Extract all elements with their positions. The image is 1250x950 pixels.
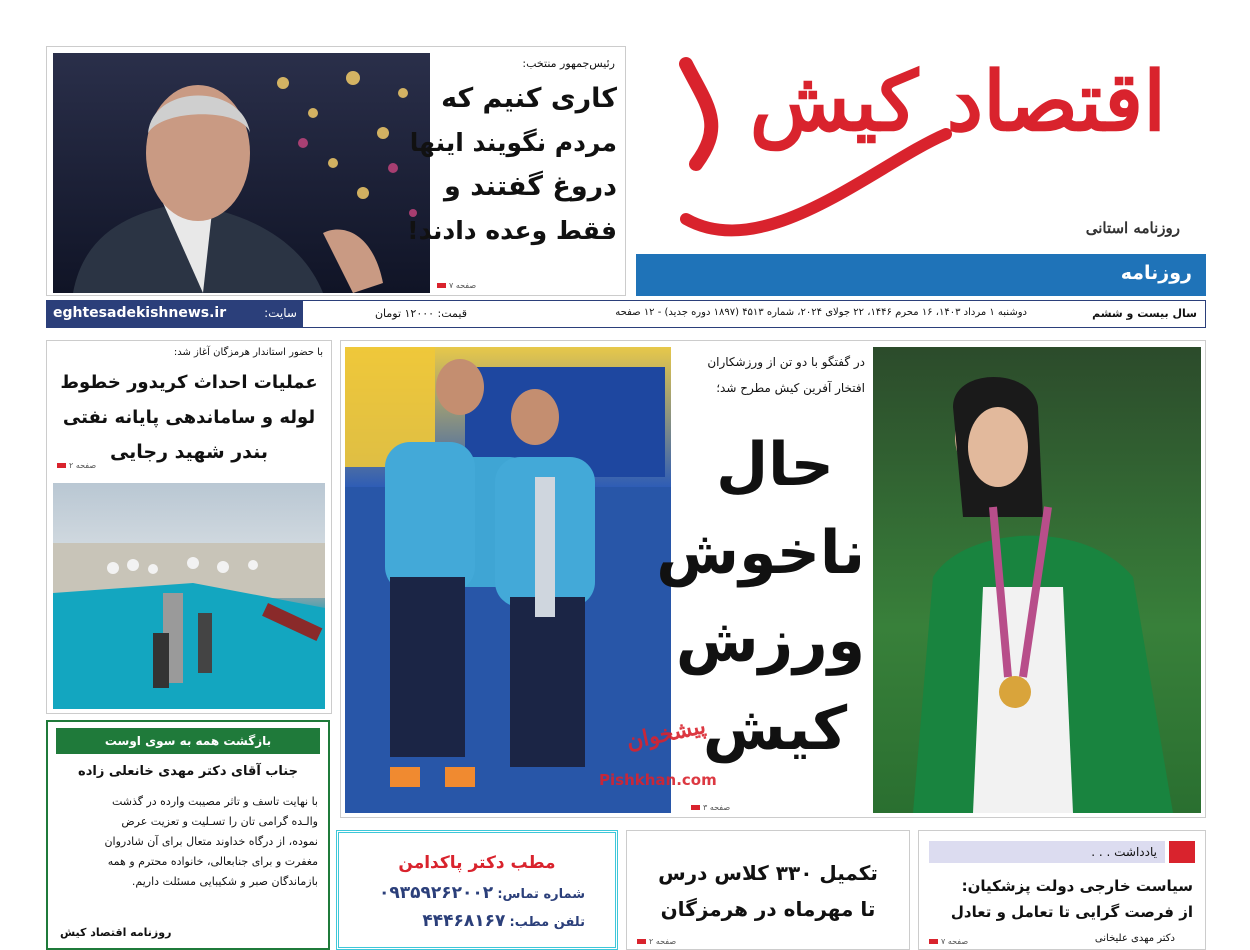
sports-kicker-1: در گفتگو با دو تن از ورزشکاران [707, 355, 865, 369]
info-bar [46, 300, 1206, 328]
clinic-title: مطب دکتر پاکدامن [398, 853, 556, 873]
sports-headline-line: ناخوش [656, 518, 865, 588]
clinic-phone-value[interactable]: ۴۴۴۶۸۱۶۷ [422, 911, 506, 931]
top-story-box [46, 46, 626, 296]
condolence-signature: روزنامه اقتصاد کیش [60, 926, 172, 939]
note-author: دکتر مهدی علیخانی [1094, 933, 1175, 944]
masthead-band-label: روزنامه [1120, 262, 1192, 284]
note-label: یادداشت . . . [1091, 845, 1157, 859]
left-story-page-ref: صفحه ۲ [57, 461, 96, 470]
top-story-page-ref: صفحه ۷ [437, 281, 476, 290]
president-photo-graphic [53, 53, 430, 293]
top-story-headline-line: مردم نگویند اینها [409, 128, 617, 157]
date-line: دوشنبه ۱ مرداد ۱۴۰۳، ۱۶ محرم ۱۴۴۶، ۲۲ جولای ۲۰۲۴، شماره ۴۵۱۳ (۱۸۹۷ دوره جدید) - ۱۲ صفحه [615, 307, 1027, 318]
condolence-body [58, 792, 318, 892]
info-bar-site [47, 301, 303, 327]
year-line: سال بیست و ششم [1092, 307, 1197, 320]
watermark-url: Pishkhan.com [599, 771, 717, 789]
sports-kicker-2: افتخار آفرین کیش مطرح شد؛ [716, 381, 865, 395]
sports-story-box [340, 340, 1206, 818]
note-headline-line: سیاست خارجی دولت پزشکیان: [961, 877, 1193, 895]
clinic-contact-label: شماره تماس: [497, 887, 585, 902]
note-page-ref: صفحه ۷ [929, 937, 968, 946]
condolence-line: بازماندگان صبر و شکیبایی مسئلت داریم. [131, 875, 318, 888]
sports-page-ref: صفحه ۳ [691, 803, 730, 812]
sports-headline-line: حال [716, 430, 834, 500]
sports-headline-line: ورزش [675, 606, 865, 676]
masthead-logo [646, 44, 1166, 244]
condolence-line: مغفرت و برای جنابعالی، خانواده محترم و همه [107, 855, 318, 868]
left-story-headline-line: لوله و ساماندهی پایانه نفتی [62, 407, 316, 428]
condolence-line: با نهایت تاسف و تاثر مصیبت وارده در گذشت [111, 795, 318, 808]
top-story-kicker: رئیس‌جمهور منتخب: [522, 57, 615, 70]
note-red-icon [1169, 841, 1195, 863]
athletes-photo-graphic [345, 347, 671, 813]
athletes-photo [345, 347, 671, 813]
condolence-box [46, 720, 330, 950]
condolence-line: والـده گرامی تان را تسـلیت و تعزیت عرض [121, 815, 318, 828]
bottom-story-headline [633, 855, 903, 927]
bottom-story-headline-line: تکمیل ۳۳۰ کلاس درس [658, 861, 878, 885]
clinic-phone-label: تلفن مطب: [509, 915, 585, 930]
condolence-title: جناب آقای دکتر مهدی خانعلی زاده [78, 764, 298, 779]
bottom-story-page-ref: صفحه ۲ [637, 937, 676, 946]
left-story-kicker: با حضور استاندار هرمزگان آغاز شد: [173, 347, 323, 358]
top-story-headline-line: فقط وعده دادند! [407, 216, 617, 245]
top-story-headline-line: کاری کنیم که [441, 83, 617, 114]
left-story-box [46, 340, 332, 714]
left-story-headline-line: عملیات احداث کریدور خطوط [60, 372, 318, 393]
clinic-contact-value[interactable]: ۰۹۳۵۹۲۶۲۰۰۲ [379, 883, 494, 903]
note-headline [929, 873, 1193, 925]
clinic-phone-row [422, 911, 585, 931]
bottom-story-box [626, 830, 910, 950]
site-label: سایت: [264, 306, 297, 320]
left-story-headline-line: بندر شهید رجایی [109, 441, 269, 463]
watermark-script: پیشخوان [624, 712, 709, 756]
masthead-subtitle: روزنامه استانی [1085, 219, 1180, 237]
top-story-headline-line: دروغ گفتند و [444, 171, 617, 202]
note-headline-line: از فرصت گرایی تا تعامل و تعادل [950, 903, 1193, 921]
site-url[interactable]: eghtesadekishnews.ir [53, 305, 227, 321]
sports-headline-line: کیش [702, 694, 848, 764]
bottom-story-headline-line: تا مهرماه در هرمزگان [660, 897, 876, 921]
port-photo [53, 483, 325, 709]
condolence-header: بازگشت همه به سوی اوست [56, 728, 320, 754]
clinic-ad [336, 830, 618, 950]
masthead-blue-band [636, 254, 1206, 296]
president-photo [53, 53, 430, 293]
athlete-woman-photo-graphic [873, 347, 1201, 813]
left-story-headline [53, 365, 325, 470]
masthead-title: اقتصاد کیش [749, 54, 1166, 150]
athlete-woman-photo [873, 347, 1201, 813]
masthead [636, 44, 1206, 296]
port-photo-graphic [53, 483, 325, 709]
top-story-headline [407, 77, 617, 253]
clinic-contact-row [379, 883, 585, 903]
price: قیمت: ۱۲۰۰۰ تومان [374, 307, 467, 320]
note-label-bar [929, 841, 1165, 863]
condolence-line: نموده، از درگاه خداوند متعال برای آن شادروان [104, 835, 318, 848]
note-box [918, 830, 1206, 950]
